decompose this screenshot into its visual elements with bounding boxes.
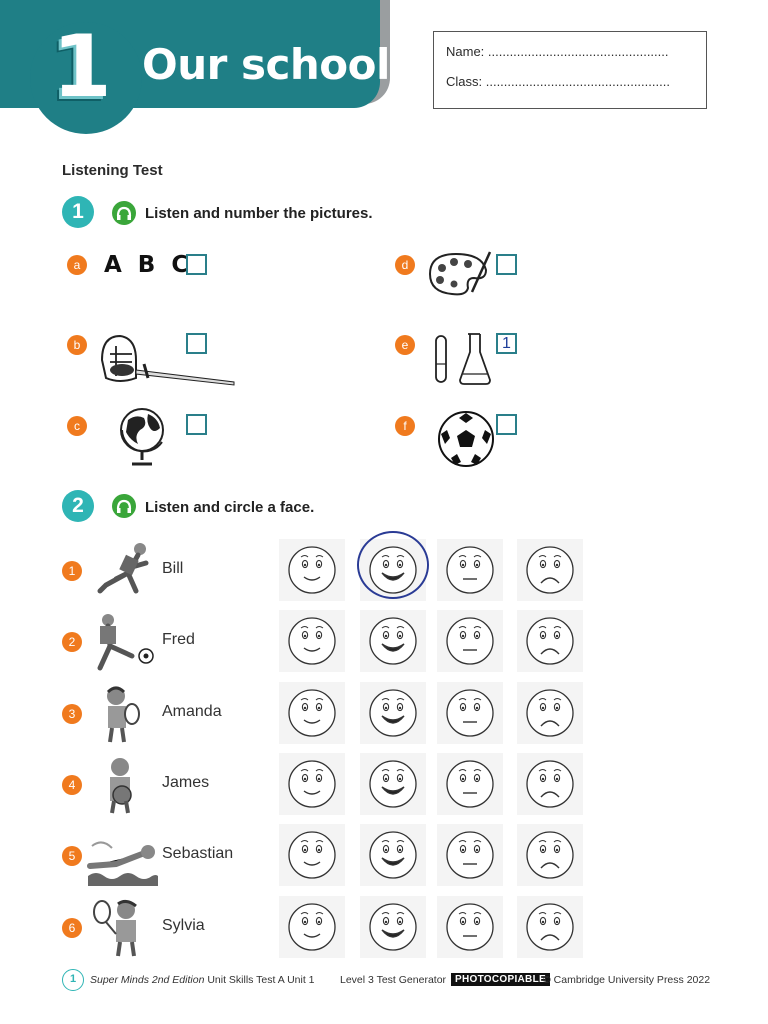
happy-face-icon[interactable] [287,902,337,952]
test-tube-flask-picture [430,330,496,386]
sad-face-icon[interactable] [525,830,575,880]
neutral-face-icon[interactable] [445,688,495,738]
very-happy-face-icon[interactable] [368,688,418,738]
audio-icon [112,201,136,225]
very-happy-face-icon[interactable] [368,902,418,952]
girl-badminton-picture [86,898,158,958]
answer-box-a[interactable] [186,254,207,275]
sad-face-icon[interactable] [525,688,575,738]
row-number-4: 4 [62,775,82,795]
item-letter-b: b [67,335,87,355]
person-name: Fred [162,631,195,648]
neutral-face-icon[interactable] [445,759,495,809]
circle-mark-bill-very-happy [357,531,429,599]
happy-face-icon[interactable] [287,616,337,666]
audio-icon [112,494,136,518]
sad-face-icon[interactable] [525,616,575,666]
sad-face-icon[interactable] [525,545,575,595]
very-happy-face-icon[interactable] [368,759,418,809]
person-name: Bill [162,560,184,577]
exercise-2-number: 2 [62,490,94,522]
item-letter-e: e [395,335,415,355]
sad-face-icon[interactable] [525,902,575,952]
globe-picture [118,404,168,468]
unit-title: Our school [142,40,390,89]
paint-palette-picture [426,248,494,298]
abc-letters-picture: A B C [104,252,193,278]
class-field: Class: ................................................... [446,74,670,89]
answer-box-c[interactable] [186,414,207,435]
row-number-5: 5 [62,846,82,866]
row-number-2: 2 [62,632,82,652]
footer-copyright: © Cambridge University Press 2022 [543,974,711,986]
row-number-3: 3 [62,704,82,724]
exercise-1-number: 1 [62,196,94,228]
boy-basketball-picture [86,755,158,815]
answer-box-d[interactable] [496,254,517,275]
photocopiable-badge: PHOTOCOPIABLE [451,973,550,986]
boy-swimming-picture [86,826,158,886]
unit-number: 1 [52,17,112,117]
footer-series-test: Unit Skills Test A Unit 1 [204,974,315,986]
person-name: Sebastian [162,845,234,862]
item-letter-d: d [395,255,415,275]
boy-running-picture [86,541,158,601]
sad-face-icon[interactable] [525,759,575,809]
very-happy-face-icon[interactable] [368,616,418,666]
happy-face-icon[interactable] [287,688,337,738]
person-name: Sylvia [162,917,205,934]
footer-page-number: 1 [62,969,84,991]
helmet-sword-picture [96,330,236,388]
name-field: Name: .................................................. [446,44,669,59]
exercise-1-instruction: Listen and number the pictures. [145,205,373,222]
answer-box-b[interactable] [186,333,207,354]
name-class-box [433,31,707,109]
neutral-face-icon[interactable] [445,545,495,595]
football-picture [437,410,495,468]
person-name: James [162,774,210,791]
neutral-face-icon[interactable] [445,616,495,666]
footer-series [90,974,315,986]
row-number-6: 6 [62,918,82,938]
boy-football-picture [86,612,158,672]
person-name: Amanda [162,703,222,720]
happy-face-icon[interactable] [287,545,337,595]
happy-face-icon[interactable] [287,830,337,880]
item-letter-c: c [67,416,87,436]
section-title: Listening Test [62,162,163,179]
item-letter-f: f [395,416,415,436]
neutral-face-icon[interactable] [445,902,495,952]
exercise-2-instruction: Listen and circle a face. [145,499,315,516]
footer-series-title: Super Minds 2nd Edition [90,974,205,986]
item-letter-a: a [67,255,87,275]
girl-tennis-picture [86,684,158,744]
answer-box-e[interactable]: 1 [496,333,517,354]
answer-box-f[interactable] [496,414,517,435]
happy-face-icon[interactable] [287,759,337,809]
footer-level: Level 3 Test Generator [340,974,447,986]
neutral-face-icon[interactable] [445,830,495,880]
very-happy-face-icon[interactable] [368,830,418,880]
footer [0,966,768,996]
row-number-1: 1 [62,561,82,581]
